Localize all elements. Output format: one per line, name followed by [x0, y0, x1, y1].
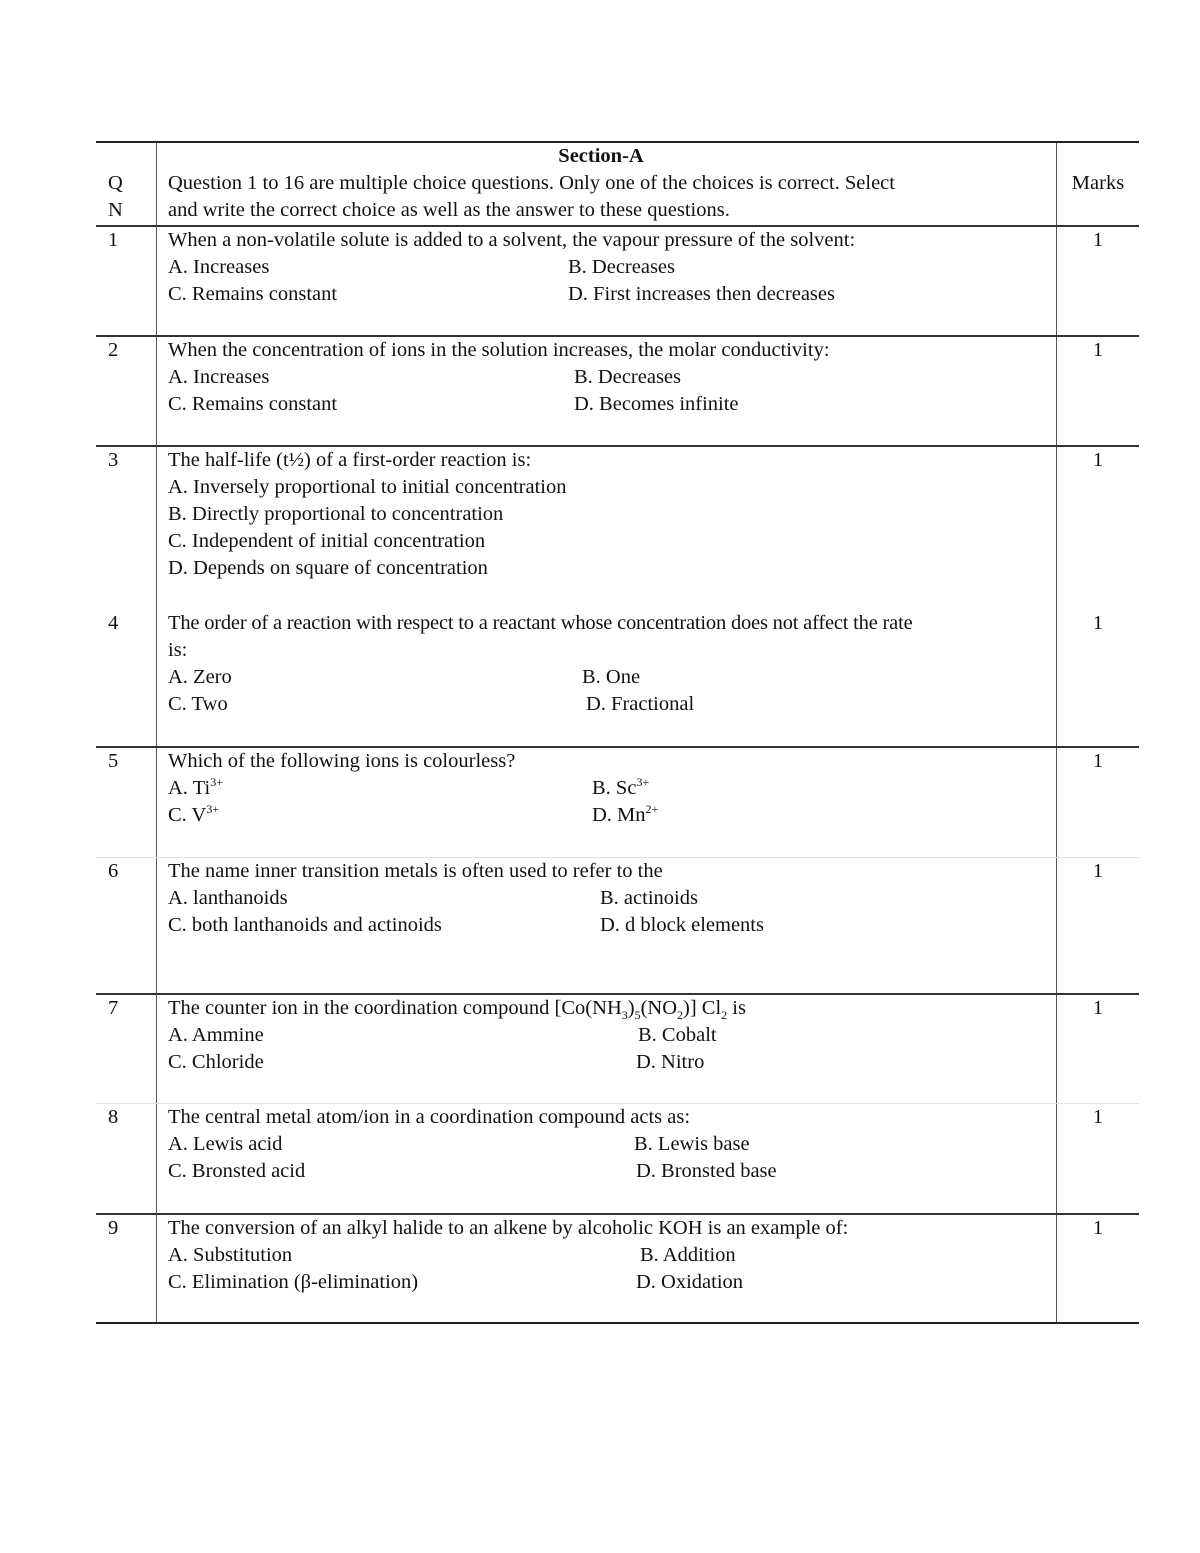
option-b: B. Cobalt [638, 1024, 717, 1046]
question-number: 2 [96, 337, 157, 445]
question-marks: 1 [1092, 750, 1104, 772]
option-d: D. Fractional [586, 693, 695, 715]
option-a: A. $Ti^{3+}$ [168, 775, 223, 799]
option-a: A. Zero [168, 666, 232, 688]
options-row [168, 391, 1048, 418]
question-row-3 [96, 445, 1139, 610]
question-row-9 [96, 1213, 1139, 1322]
question-text: The central metal atom/ion in a coordination compound acts as: [168, 1106, 691, 1128]
options-row [168, 664, 1048, 691]
question-cell [157, 1104, 1057, 1213]
options-row [168, 364, 1048, 391]
question-text: The name inner transition metals is often used to refer to the [168, 860, 663, 882]
option-c: C. Two [168, 693, 228, 715]
question-number: 5 [96, 748, 157, 857]
options-row [168, 1022, 1048, 1049]
question-cell [157, 447, 1057, 610]
option-c: C. both lanthanoids and actinoids [168, 914, 442, 936]
options-row [168, 1269, 1048, 1296]
option-a: A. Increases [168, 366, 270, 388]
question-row-4 [96, 610, 1139, 746]
option-d: D. Oxidation [636, 1271, 744, 1293]
question-marks: 1 [1092, 449, 1104, 471]
question-marks: 1 [1092, 997, 1104, 1019]
option-c: C. Remains constant [168, 283, 338, 305]
question-number: 7 [96, 995, 157, 1103]
question-text: Which of the following ions is colourless? [168, 750, 516, 772]
option-c: C. Remains constant [168, 393, 338, 415]
question-number: 8 [96, 1104, 157, 1213]
question-cell [157, 610, 1057, 746]
options-row [168, 1158, 1048, 1185]
options-row [168, 254, 1048, 281]
question-row-2 [96, 335, 1139, 445]
question-marks: 1 [1092, 612, 1104, 634]
options-row [168, 885, 1048, 912]
question-cell [157, 858, 1057, 993]
option-d: D. d block elements [600, 914, 764, 936]
option-d: D. First increases then decreases [568, 283, 835, 305]
option-d: D. Nitro [636, 1051, 705, 1073]
option-a: A. lanthanoids [168, 887, 288, 909]
option-c: C. Elimination (β-elimination) [168, 1271, 419, 1293]
option-a: A. Ammine [168, 1024, 264, 1046]
option-d: D. $Mn^{2+}$ [592, 802, 659, 826]
option-b: B. Decreases [568, 256, 676, 278]
option-d: D. Bronsted base [636, 1160, 777, 1182]
question-number: 3 [96, 447, 157, 610]
option-b: B. $Sc^{3+}$ [592, 775, 650, 799]
question-row-7 [96, 993, 1139, 1103]
question-row-8 [96, 1103, 1139, 1213]
question-table [96, 141, 1139, 1324]
question-marks: 1 [1092, 860, 1104, 882]
question-row-5 [96, 746, 1139, 857]
question-cell [157, 227, 1057, 335]
option-a: A. Lewis acid [168, 1133, 283, 1155]
option-a: A. Inversely proportional to initial concentration [168, 476, 567, 498]
option-a: A. Substitution [168, 1244, 293, 1266]
question-text: When the concentration of ions in the solution increases, the molar conductivity: [168, 339, 830, 361]
question-text: The half-life (t½) of a first-order reaction is: [168, 449, 532, 471]
question-text-line-1: The order of a reaction with respect to a reactant whose concentration does not affect the rate [168, 612, 913, 634]
options-row [168, 1242, 1048, 1269]
question-number: 1 [96, 227, 157, 335]
question-marks: 1 [1092, 229, 1104, 251]
question-number: 4 [96, 610, 157, 746]
option-d: D. Depends on square of concentration [168, 557, 488, 579]
option-c: C. Bronsted acid [168, 1160, 306, 1182]
question-cell [157, 1215, 1057, 1322]
instructions-cell [157, 143, 1057, 225]
option-b: B. Lewis base [634, 1133, 750, 1155]
question-number: 6 [96, 858, 157, 993]
qn-header [96, 143, 157, 225]
question-row-1 [96, 225, 1139, 335]
option-b: B. Decreases [574, 366, 682, 388]
options-row [168, 912, 1048, 939]
question-marks: 1 [1092, 339, 1104, 361]
question-row-6 [96, 857, 1139, 993]
option-a: A. Increases [168, 256, 270, 278]
question-text: The counter ion in the coordination compound $[Co(NH_3)_5(NO_2)]$ $Cl_2$ is [168, 997, 746, 1023]
qn-header-n: N [108, 199, 123, 221]
instructions-line-2: and write the correct choice as well as the answer to these questions. [168, 199, 730, 221]
option-c: C. $V^{3+}$ [168, 802, 220, 826]
option-b: B. One [582, 666, 641, 688]
option-d: D. Becomes infinite [574, 393, 739, 415]
question-cell [157, 748, 1057, 857]
question-text: The conversion of an alkyl halide to an alkene by alcoholic KOH is an example of: [168, 1217, 849, 1239]
marks-header: Marks [1071, 172, 1125, 194]
option-b: B. actinoids [600, 887, 698, 909]
section-title: Section-A [558, 145, 644, 167]
question-cell [157, 995, 1057, 1103]
option-c: C. Independent of initial concentration [168, 530, 486, 552]
question-marks: 1 [1092, 1106, 1104, 1128]
question-cell [157, 337, 1057, 445]
option-b: B. Directly proportional to concentration [168, 503, 504, 525]
options-row [168, 775, 1048, 802]
options-row [168, 1131, 1048, 1158]
question-text-line-2: is: [168, 639, 188, 661]
options-row [168, 281, 1048, 308]
table-header-row [96, 143, 1139, 225]
question-number: 9 [96, 1215, 157, 1322]
options-row [168, 691, 1048, 718]
instructions-line-1: Question 1 to 16 are multiple choice questions. Only one of the choices is correct. Select [168, 172, 895, 194]
options-row [168, 802, 1048, 829]
qn-header-q: Q [108, 172, 123, 194]
question-text: When a non-volatile solute is added to a solvent, the vapour pressure of the solvent: [168, 229, 856, 251]
question-marks: 1 [1092, 1217, 1104, 1239]
options-row [168, 1049, 1048, 1076]
option-c: C. Chloride [168, 1051, 264, 1073]
option-b: B. Addition [640, 1244, 736, 1266]
